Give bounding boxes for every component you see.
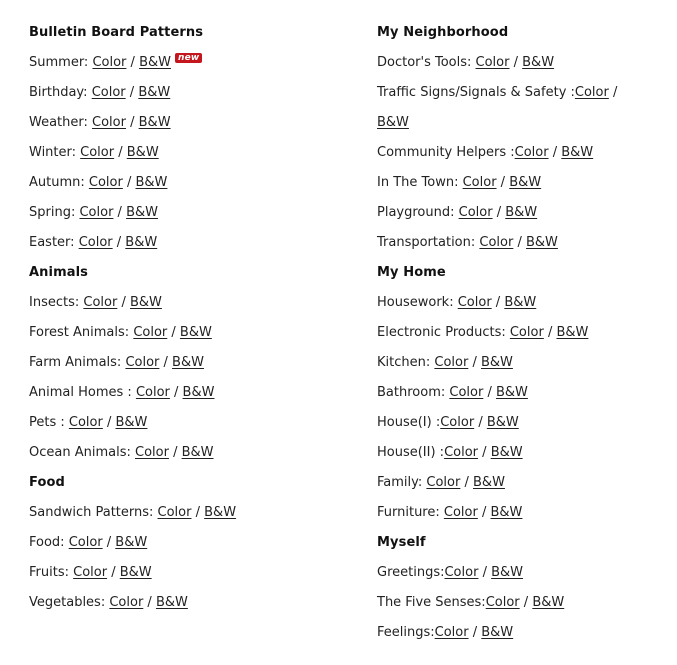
list-item-feelings	[377, 618, 657, 648]
in-the-town-color-link[interactable]: Color	[462, 175, 497, 190]
list-item-spring	[29, 198, 349, 228]
item-label: Vegetables:	[29, 595, 110, 610]
birthday-color-link[interactable]: Color	[91, 85, 126, 100]
list-item-sandwich-patterns	[29, 498, 349, 528]
animal-homes-bw-link[interactable]: B&W	[182, 385, 215, 400]
list-item-housework	[377, 288, 657, 318]
five-senses-bw-link[interactable]: B&W	[532, 595, 565, 610]
list-item-family	[377, 468, 657, 498]
list-item-weather	[29, 108, 349, 138]
separator: /	[102, 415, 116, 430]
playground-bw-link[interactable]: B&W	[505, 205, 538, 220]
section-heading-bulletin-board-patterns: Bulletin Board Patterns	[29, 25, 204, 40]
greetings-bw-link[interactable]: B&W	[491, 565, 524, 580]
list-item-house-2	[377, 438, 657, 468]
animal-homes-color-link[interactable]: Color	[135, 385, 170, 400]
kitchen-color-link[interactable]: Color	[434, 355, 469, 370]
item-label: Kitchen:	[377, 355, 435, 370]
doctors-tools-bw-link[interactable]: B&W	[522, 55, 555, 70]
playground-color-link[interactable]: Color	[458, 205, 493, 220]
list-item-ocean-animals	[29, 438, 349, 468]
separator: /	[460, 475, 474, 490]
list-item-bathroom	[377, 378, 657, 408]
list-item-farm-animals	[29, 348, 349, 378]
item-label: Family:	[377, 475, 427, 490]
list-item-birthday	[29, 78, 349, 108]
item-label: Sandwich Patterns:	[29, 505, 158, 520]
autumn-bw-link[interactable]: B&W	[135, 175, 168, 190]
bathroom-color-link[interactable]: Color	[449, 385, 484, 400]
section-heading-my-neighborhood: My Neighborhood	[377, 25, 509, 40]
item-label: Food:	[29, 535, 69, 550]
feelings-bw-link[interactable]: B&W	[481, 625, 514, 640]
item-label: Insects:	[29, 295, 84, 310]
separator: /	[126, 55, 140, 70]
item-label: In The Town:	[377, 175, 463, 190]
list-item-insects	[29, 288, 349, 318]
separator: /	[519, 595, 533, 610]
farm-animals-bw-link[interactable]: B&W	[172, 355, 204, 370]
list-item-summer	[29, 48, 349, 78]
separator: /	[492, 205, 506, 220]
separator: /	[509, 55, 523, 70]
list-item-fruits	[29, 558, 349, 588]
list-item-playground	[377, 198, 657, 228]
separator: /	[543, 325, 557, 340]
item-label: Greetings:	[377, 565, 445, 580]
bathroom-bw-link[interactable]: B&W	[495, 385, 528, 400]
separator: /	[112, 235, 126, 250]
list-item-animal-homes	[29, 378, 349, 408]
separator: /	[478, 565, 492, 580]
item-label: Summer:	[29, 55, 93, 70]
weather-bw-link[interactable]: B&W	[138, 115, 171, 130]
community-helpers-bw-link[interactable]: B&W	[561, 145, 594, 160]
birthday-bw-link[interactable]: B&W	[138, 85, 171, 100]
weather-color-link[interactable]: Color	[92, 115, 126, 130]
item-label: Weather:	[29, 115, 93, 130]
section-heading-my-home: My Home	[377, 265, 446, 280]
community-helpers-color-link[interactable]: Color	[514, 145, 549, 160]
list-item-food	[29, 528, 349, 558]
greetings-color-link[interactable]: Color	[444, 565, 479, 580]
section-heading-animals: Animals	[29, 265, 88, 280]
sandwich-bw-link[interactable]: B&W	[204, 505, 237, 520]
food-bw-link[interactable]: B&W	[115, 535, 148, 550]
separator: /	[491, 295, 505, 310]
list-item-easter	[29, 228, 349, 258]
vegetables-bw-link[interactable]: B&W	[155, 595, 188, 610]
ocean-animals-color-link[interactable]: Color	[135, 445, 169, 460]
easter-bw-link[interactable]: B&W	[125, 235, 158, 250]
family-bw-link[interactable]: B&W	[473, 475, 505, 490]
pets-bw-link[interactable]: B&W	[115, 415, 148, 430]
item-label: Transportation:	[377, 235, 480, 250]
item-label: Farm Animals:	[29, 355, 126, 370]
insects-bw-link[interactable]: B&W	[129, 295, 162, 310]
list-item-traffic-signs	[377, 78, 657, 108]
spring-bw-link[interactable]: B&W	[126, 205, 158, 220]
item-label: Birthday:	[29, 85, 92, 100]
separator: /	[191, 505, 205, 520]
electronic-products-color-link[interactable]: Color	[509, 325, 544, 340]
house-1-bw-link[interactable]: B&W	[486, 415, 519, 430]
house-2-bw-link[interactable]: B&W	[490, 445, 523, 460]
separator: /	[102, 535, 116, 550]
five-senses-color-link[interactable]: Color	[485, 595, 520, 610]
section-heading-food: Food	[29, 475, 65, 490]
item-label: Playground:	[377, 205, 459, 220]
list-item-vegetables	[29, 588, 349, 618]
traffic-signs-color-link[interactable]: Color	[574, 85, 609, 100]
item-label: Pets :	[29, 415, 69, 430]
left-column	[29, 18, 349, 618]
separator: /	[122, 175, 136, 190]
item-label: Animal Homes :	[29, 385, 136, 400]
ocean-animals-bw-link[interactable]: B&W	[181, 445, 214, 460]
list-item-transportation	[377, 228, 657, 258]
new-badge: new	[175, 53, 202, 63]
item-label: Housework:	[377, 295, 458, 310]
in-the-town-bw-link[interactable]: B&W	[509, 175, 542, 190]
separator: /	[169, 385, 183, 400]
separator: /	[167, 325, 180, 340]
list-item-electronic-products	[377, 318, 657, 348]
separator: /	[474, 415, 487, 430]
forest-animals-color-link[interactable]: Color	[133, 325, 168, 340]
separator: /	[113, 205, 127, 220]
item-label: House(I) :	[377, 415, 441, 430]
separator: /	[483, 385, 496, 400]
list-item-winter	[29, 138, 349, 168]
item-label: Easter:	[29, 235, 79, 250]
traffic-signs-bw-link[interactable]: B&W	[377, 115, 409, 130]
item-label: Ocean Animals:	[29, 445, 135, 460]
separator: /	[496, 175, 510, 190]
right-column	[377, 18, 657, 648]
list-item-community-helpers	[377, 138, 657, 168]
doctors-tools-color-link[interactable]: Color	[475, 55, 510, 70]
transportation-bw-link[interactable]: B&W	[526, 235, 558, 250]
separator: /	[548, 145, 562, 160]
farm-animals-color-link[interactable]: Color	[125, 355, 160, 370]
pets-color-link[interactable]: Color	[68, 415, 103, 430]
list-item-doctors-tools	[377, 48, 657, 78]
housework-bw-link[interactable]: B&W	[504, 295, 537, 310]
sandwich-color-link[interactable]: Color	[157, 505, 192, 520]
list-item-autumn	[29, 168, 349, 198]
item-label: Forest Animals:	[29, 325, 134, 340]
separator: /	[125, 85, 139, 100]
list-item-furniture	[377, 498, 657, 528]
item-label: Bathroom:	[377, 385, 450, 400]
item-label: Traffic Signs/Signals & Safety :	[377, 85, 575, 100]
winter-color-link[interactable]: Color	[80, 145, 115, 160]
item-label: Doctor's Tools:	[377, 55, 476, 70]
item-label: Electronic Products:	[377, 325, 510, 340]
spring-color-link[interactable]: Color	[79, 205, 114, 220]
list-item-in-the-town	[377, 168, 657, 198]
separator: /	[477, 505, 491, 520]
fruits-bw-link[interactable]: B&W	[119, 565, 152, 580]
separator: /	[468, 625, 482, 640]
food-color-link[interactable]: Color	[68, 535, 103, 550]
electronic-products-bw-link[interactable]: B&W	[556, 325, 589, 340]
item-label: House(II) :	[377, 445, 445, 460]
separator: /	[114, 145, 127, 160]
vegetables-color-link[interactable]: Color	[109, 595, 144, 610]
feelings-color-link[interactable]: Color	[434, 625, 469, 640]
forest-animals-bw-link[interactable]: B&W	[179, 325, 212, 340]
separator: /	[468, 355, 481, 370]
separator: /	[107, 565, 120, 580]
item-label: Spring:	[29, 205, 80, 220]
section-heading-myself: Myself	[377, 535, 426, 550]
summer-color-link[interactable]: Color	[92, 55, 127, 70]
housework-color-link[interactable]: Color	[457, 295, 492, 310]
list-item-greetings	[377, 558, 657, 588]
furniture-bw-link[interactable]: B&W	[490, 505, 523, 520]
separator: /	[478, 445, 491, 460]
furniture-color-link[interactable]: Color	[443, 505, 478, 520]
separator: /	[125, 115, 139, 130]
house-1-color-link[interactable]: Color	[440, 415, 475, 430]
autumn-color-link[interactable]: Color	[88, 175, 123, 190]
separator: /	[168, 445, 182, 460]
item-label: Fruits:	[29, 565, 74, 580]
list-item-pets	[29, 408, 349, 438]
list-item-five-senses	[377, 588, 657, 618]
winter-bw-link[interactable]: B&W	[126, 145, 159, 160]
kitchen-bw-link[interactable]: B&W	[480, 355, 513, 370]
item-label: Winter:	[29, 145, 81, 160]
fruits-color-link[interactable]: Color	[73, 565, 108, 580]
item-label: Community Helpers :	[377, 145, 515, 160]
list-item-traffic-signs-continued	[377, 108, 657, 138]
item-label: The Five Senses:	[377, 595, 486, 610]
transportation-color-link[interactable]: Color	[479, 235, 514, 250]
item-label: Feelings:	[377, 625, 435, 640]
separator: /	[513, 235, 526, 250]
separator: /	[143, 595, 156, 610]
item-label: Autumn:	[29, 175, 89, 190]
list-item-forest-animals	[29, 318, 349, 348]
separator: /	[608, 85, 618, 100]
house-2-color-link[interactable]: Color	[444, 445, 479, 460]
summer-bw-link[interactable]: B&W	[139, 55, 171, 70]
easter-color-link[interactable]: Color	[78, 235, 113, 250]
list-item-kitchen	[377, 348, 657, 378]
separator: /	[117, 295, 130, 310]
item-label: Furniture:	[377, 505, 444, 520]
insects-color-link[interactable]: Color	[83, 295, 118, 310]
separator: /	[159, 355, 173, 370]
list-item-house-1	[377, 408, 657, 438]
family-color-link[interactable]: Color	[426, 475, 461, 490]
